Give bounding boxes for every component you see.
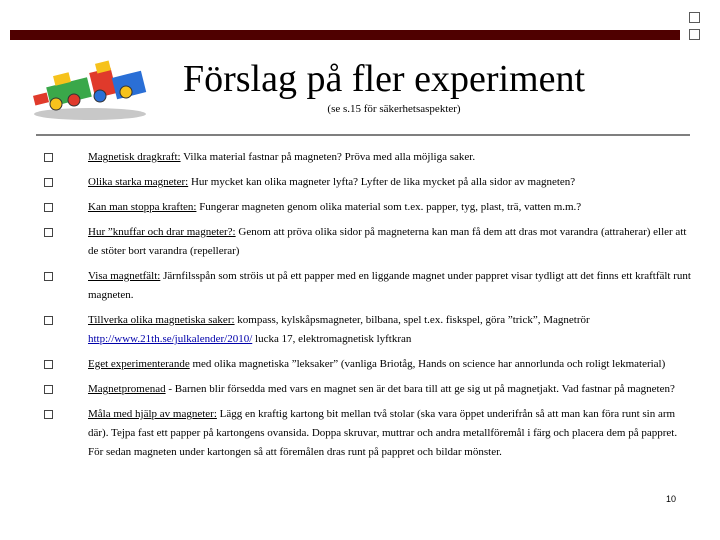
item-text: kompass, kylskåpsmagneter, bilbana, spel t.ex. fiskspel, göra ”trick”, Magnetrör: [234, 314, 590, 326]
item-heading: Magnetpromenad: [88, 383, 166, 395]
square-bullet-icon: [44, 316, 53, 325]
square-bullet-icon: [44, 228, 53, 237]
header-square-top: [689, 12, 700, 23]
list-item: [44, 173, 694, 192]
square-bullet-icon: [44, 360, 53, 369]
page-subtitle: (se s.15 för säkerhetsaspekter): [327, 103, 461, 115]
julkalender-link[interactable]: http://www.21th.se/julkalender/2010/: [88, 333, 253, 345]
page-title: Förslag på fler experiment: [182, 58, 586, 100]
list-item: [44, 311, 694, 349]
item-heading: Hur ”knuffar och drar magneter?:: [88, 226, 236, 238]
square-bullet-icon: [44, 410, 53, 419]
experiment-list: [44, 148, 694, 462]
header-stripe: [10, 30, 680, 40]
item-heading: Tillverka olika magnetiska saker:: [88, 314, 235, 326]
square-bullet-icon: [44, 153, 53, 162]
list-item: [44, 198, 694, 217]
item-text: - Barnen blir försedda med vars en magnet sen är det bara till att ge sig ut på magnetjakt. Vad fastnar på magneten?: [165, 383, 675, 395]
square-bullet-icon: [44, 178, 53, 187]
item-heading: Kan man stoppa kraften:: [88, 201, 197, 213]
list-item: [44, 223, 694, 261]
item-text: Järnfilsspån som ströis ut på ett papper med en liggande magnet under pappret visar tydligt att det finns ett kraftfält runt magneten.: [88, 270, 691, 301]
item-heading: Visa magnetfält:: [88, 270, 161, 282]
item-text: Genom att pröva olika sidor på magneterna kan man få dem att dras mot varandra (attraherar) eller att de stöter bort varandra (repellerar): [88, 226, 687, 257]
item-text: Fungerar magneten genom olika material som t.ex. papper, tyg, plast, trä, vatten m.m.?: [196, 201, 582, 213]
list-item: [44, 405, 694, 462]
item-heading: Olika starka magneter:: [88, 176, 189, 188]
item-heading: Magnetisk dragkraft:: [88, 151, 181, 163]
page-number: 10: [665, 494, 676, 504]
item-heading: Måla med hjälp av magneter:: [88, 408, 217, 420]
item-text-tail: lucka 17, elektromagnetisk lyftkran: [252, 333, 412, 345]
square-bullet-icon: [44, 203, 53, 212]
header-square-bottom: [689, 29, 700, 40]
item-text: Hur mycket kan olika magneter lyfta? Lyfter de lika mycket på alla sidor av magneten?: [188, 176, 576, 188]
list-item: [44, 380, 694, 399]
square-bullet-icon: [44, 272, 53, 281]
list-item: [44, 267, 694, 305]
item-text: med olika magnetiska ”leksaker” (vanliga Briotåg, Hands on science har annorlunda och roligt lekmaterial): [189, 358, 666, 370]
item-text: Lägg en kraftig kartong bit mellan två stolar (ska vara öppet underifrån så att man kan föra runt sin arm där). Tejpa fast ett papper på kartongens ovansida. Doppa skruvar, muttrar och andra metallföremål i färg och placera dem på pappret. För sedan magneten under kartongen så att föremålen dras runt på pappret och bildar mönster.: [88, 408, 678, 458]
list-item: [44, 148, 694, 167]
item-heading: Eget experimenterande: [88, 358, 190, 370]
item-text: Vilka material fastnar på magneten? Pröva med alla möjliga saker.: [180, 151, 476, 163]
divider: [36, 134, 690, 136]
list-item: [44, 355, 694, 374]
square-bullet-icon: [44, 385, 53, 394]
